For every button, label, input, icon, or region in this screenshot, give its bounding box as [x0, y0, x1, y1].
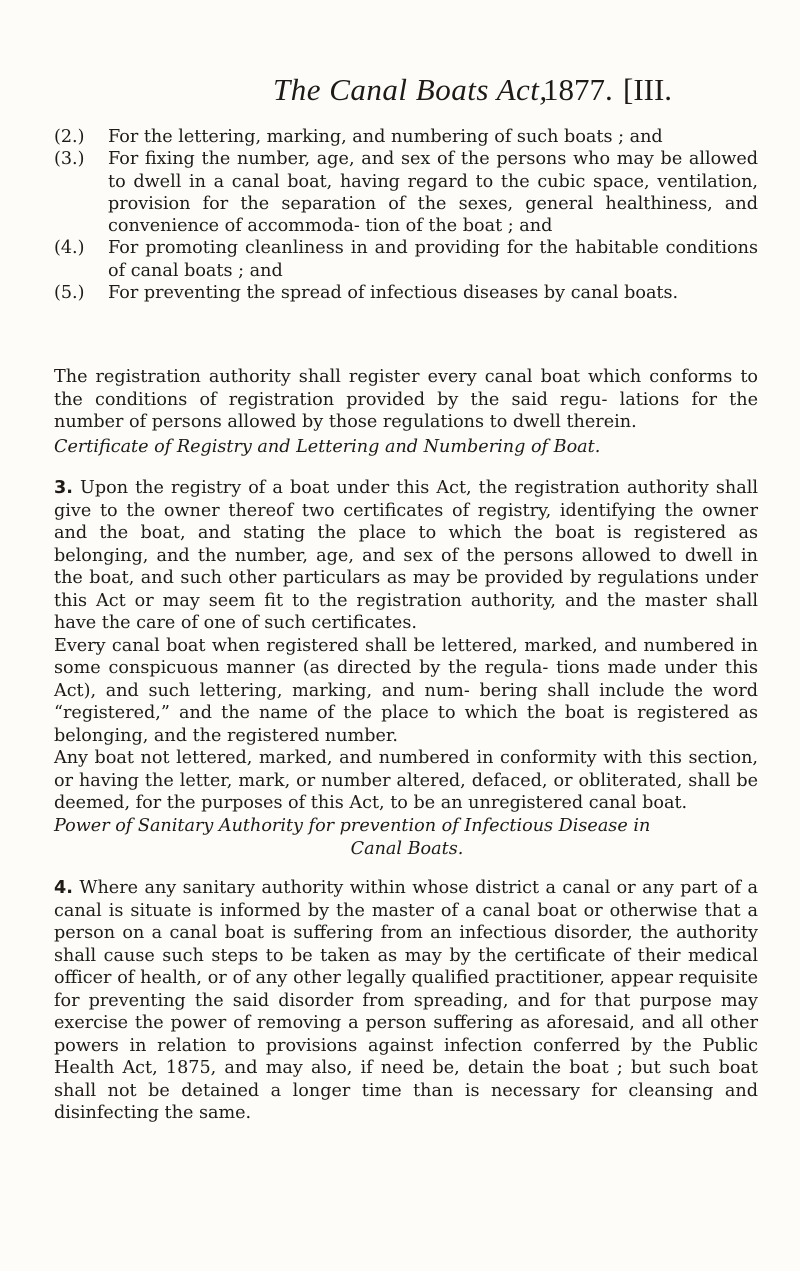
- running-head: [0, 72, 800, 106]
- section-heading-certificate: Certificate of Registry and Lettering and Numbering of Boat.: [54, 437, 601, 457]
- section-3-paragraph-3: Any boat not lettered, marked, and numbered in conformity with this section, or having the letter, mark, or number altered, defaced, or obliterated, shall be deemed, for the purposes of this Act, to be an unregistered canal boat.: [54, 748, 758, 813]
- list-item-text: For promoting cleanliness in and providing for the habitable conditions of canal boats ; and: [108, 238, 758, 281]
- list-item-text: For preventing the spread of infectious diseases by canal boats.: [108, 283, 679, 304]
- list-item-number: (3.): [54, 149, 85, 170]
- list-item-number: (4.): [54, 238, 85, 259]
- running-head-year: 1877.: [543, 72, 613, 107]
- section-3-paragraph-1: [54, 477, 758, 635]
- regulation-list: [54, 126, 758, 304]
- section-3-paragraph-2: Every canal boat when registered shall be lettered, marked, and numbered in some conspicuous manner (as directed by the regula- tions made under this Act), and such lettering, marking, and num- bering shall include the word “registered,” and the name of the place to which the boat is registered as belonging, and the registered number.: [54, 635, 758, 746]
- section-heading-sanitary-authority: [54, 815, 760, 860]
- registration-paragraph-block: [54, 366, 758, 434]
- list-item: [54, 282, 758, 304]
- page-folio: [III.: [623, 72, 673, 107]
- registration-paragraph: The registration authority shall register every canal boat which conforms to the conditions of registration provided by the said regu- lations for the number of persons allowed by those regulations to dwell therein.: [54, 367, 758, 432]
- section-3: [54, 477, 758, 815]
- section-number: 4.: [54, 878, 73, 898]
- section-3-text: Upon the registry of a boat under this Act, the registration authority shall give to the owner thereof two certificates of registry, identifying the owner and the boat, and stating the place to which the boat is registered as belonging, and the number, age, and sex of the persons allowed to dwell in the boat, and such other particulars as may be provided by regulations under this Act or may seem fit to the registration authority, and the master shall have the care of one of such certificates.: [54, 478, 758, 633]
- list-item: [54, 126, 758, 148]
- list-item-text: For fixing the number, age, and sex of the persons who may be allowed to dwell in a canal boat, having regard to the cubic space, ventilation, provision for the separation of the sexes, general healthiness, and convenience of accommoda- tion of the boat ; and: [108, 149, 758, 237]
- list-item: [54, 237, 758, 282]
- section-heading-line-1: Power of Sanitary Authority for prevention of Infectious Disease in: [54, 816, 651, 836]
- section-4-paragraph-1: [54, 877, 758, 1125]
- list-item-number: (5.): [54, 283, 85, 304]
- section-4-text: Where any sanitary authority within whose district a canal or any part of a canal is situate is informed by the master of a canal boat or otherwise that a person on a canal boat is suffering from an infectious disorder, the authority shall cause such steps to be taken as may by the certificate of their medical officer of health, or of any other legally qualified practitioner, appear requisite for preventing the said disorder from spreading, and for that purpose may exercise the power of removing a person suffering as aforesaid, and all other powers in relation to provisions against infection conferred by the Public Health Act, 1875, and may also, if need be, detain the boat ; but such boat shall not be detained a longer time than is necessary for cleansing and disinfecting the same.: [54, 878, 758, 1123]
- section-4: [54, 877, 758, 1125]
- list-item-text: For the lettering, marking, and numbering of such boats ; and: [108, 127, 663, 147]
- section-number: 3.: [54, 478, 73, 498]
- list-item-number: (2.): [54, 127, 85, 147]
- running-head-title: The Canal Boats Act,: [273, 72, 548, 107]
- section-heading-line-2: Canal Boats.: [350, 838, 464, 859]
- list-item: [54, 148, 758, 237]
